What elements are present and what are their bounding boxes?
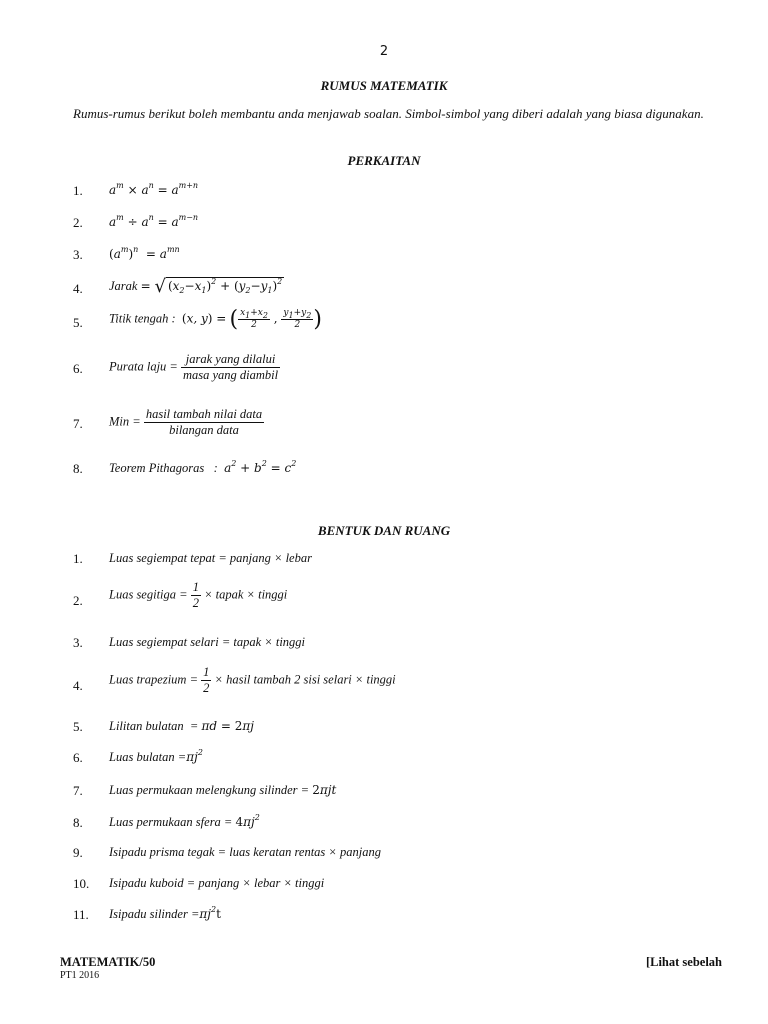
item-number: 11. xyxy=(73,907,89,922)
formula-label: Min = xyxy=(109,414,141,429)
formula-trapezium-area xyxy=(109,665,396,696)
formula-rest: × tapak × tinggi xyxy=(204,587,288,602)
page-number: 2 xyxy=(379,44,389,59)
item-number: 2. xyxy=(73,215,83,230)
formula-index-power: $(a^m)^n = a^{mn}$ xyxy=(109,245,180,261)
formula-label: Luas permukaan sfera = xyxy=(109,815,233,829)
formula-label: Luas trapezium = xyxy=(109,672,199,687)
footer-year: PT1 2016 xyxy=(60,970,100,981)
formula-midpoint: Titik tengah : (x, y) = ( $\frac{x_1+x_2}{2}$ , $\frac{y_1+y_2}{2}$ ) xyxy=(109,307,322,332)
formula-label: Luas segitiga = xyxy=(109,587,188,602)
formula-triangle-area xyxy=(109,580,287,611)
item-number: 7. xyxy=(73,416,83,431)
item-number: 4. xyxy=(73,281,83,296)
formula-label: Titik tengah : xyxy=(109,311,176,326)
formula-parallelogram-area: Luas segiempat selari = tapak × tinggi xyxy=(109,635,306,649)
item-number: 4. xyxy=(73,678,83,693)
formula-label: Purata laju xyxy=(109,359,167,374)
formula-average-speed: Purata laju = $\frac{\text{jarak yang dilalui}}{\text{masa yang diambil}}$ xyxy=(109,352,279,382)
formula-cuboid-volume: Isipadu kuboid = panjang × lebar × tinggi xyxy=(109,876,325,890)
formula-rest: × hasil tambah 2 sisi selari × tinggi xyxy=(214,672,396,687)
item-number: 1. xyxy=(73,183,83,198)
formula-cylinder-volume: Isipadu silinder $=\pi j^2t$ xyxy=(109,905,221,921)
item-number: 1. xyxy=(73,551,83,566)
formula-label: Luas permukaan melengkung silinder = xyxy=(109,783,310,797)
formula-label: Isipadu silinder = xyxy=(109,907,200,921)
item-number: 5. xyxy=(73,315,83,330)
item-number: 7. xyxy=(73,783,83,798)
footer-paper-code: MATEMATIK/50 xyxy=(60,955,156,969)
formula-cylinder-curved-surface: Luas permukaan melengkung silinder = 2πjt xyxy=(109,783,337,797)
item-number: 6. xyxy=(73,361,83,376)
fraction-denominator: 2 xyxy=(203,681,210,695)
formula-sphere-surface: Luas permukaan sfera = $4\pi j^2$ xyxy=(109,813,260,829)
formula-rectangle-area: Luas segiempat tepat = panjang × lebar xyxy=(109,551,312,565)
formula-circle-area: Luas bulatan $=\pi j^2$ xyxy=(109,748,203,764)
fraction-numerator: 1 xyxy=(192,580,199,594)
fraction-numerator: 1 xyxy=(203,665,210,679)
item-number: 5. xyxy=(73,719,83,734)
footer-next-page: [Lihat sebelah xyxy=(645,955,722,969)
item-number: 3. xyxy=(73,247,83,262)
formula-distance: Jarak = √ $(x_2-x_1)^2 + (y_2-y_1)^2$ xyxy=(109,276,283,297)
item-number: 9. xyxy=(73,845,83,860)
formula-prism-volume: Isipadu prisma tegak = luas keratan rentas × panjang xyxy=(109,845,381,859)
formula-label: Luas bulatan = xyxy=(109,750,187,764)
section-heading-perkaitan: PERKAITAN xyxy=(347,153,421,168)
item-number: 6. xyxy=(73,750,83,765)
square-root: √ $(x_2-x_1)^2 + (y_2-y_1)^2$ xyxy=(154,276,283,297)
fraction-numerator: hasil tambah nilai data xyxy=(145,407,263,421)
item-number: 8. xyxy=(73,815,83,830)
formula-label: Jarak xyxy=(109,279,138,293)
section-heading-bentuk-dan-ruang: BENTUK DAN RUANG xyxy=(317,523,451,538)
fraction-denominator: bilangan data xyxy=(169,423,239,437)
formula-circumference: Lilitan bulatan = πd = 2πj xyxy=(109,719,255,733)
intro-text: Rumus-rumus berikut boleh membantu anda menjawab soalan. Simbol-simbol yang diberi adalah yang biasa digunakan. xyxy=(73,106,704,121)
fraction-denominator: 2 xyxy=(192,596,199,610)
item-number: 2. xyxy=(73,593,83,608)
fraction-numerator: jarak yang dilalui xyxy=(181,352,280,368)
formula-label: Teorem Pithagoras : xyxy=(109,461,218,475)
formula-pythagoras: Teorem Pithagoras : $a^2 + b^2 = c^2$ xyxy=(109,459,297,475)
item-number: 3. xyxy=(73,635,83,650)
fraction-denominator: masa yang diambil xyxy=(182,368,279,382)
item-number: 8. xyxy=(73,461,83,476)
formula-index-multiply: $a^m \times a^n = a^{m+n}$ xyxy=(109,181,199,197)
formula-mean xyxy=(109,407,264,438)
formula-index-divide: $a^m \div a^n = a^{m-n}$ xyxy=(109,213,199,229)
page-title: RUMUS MATEMATIK xyxy=(320,78,448,93)
formula-label: Lilitan bulatan = xyxy=(109,719,199,733)
item-number: 10. xyxy=(73,876,90,891)
